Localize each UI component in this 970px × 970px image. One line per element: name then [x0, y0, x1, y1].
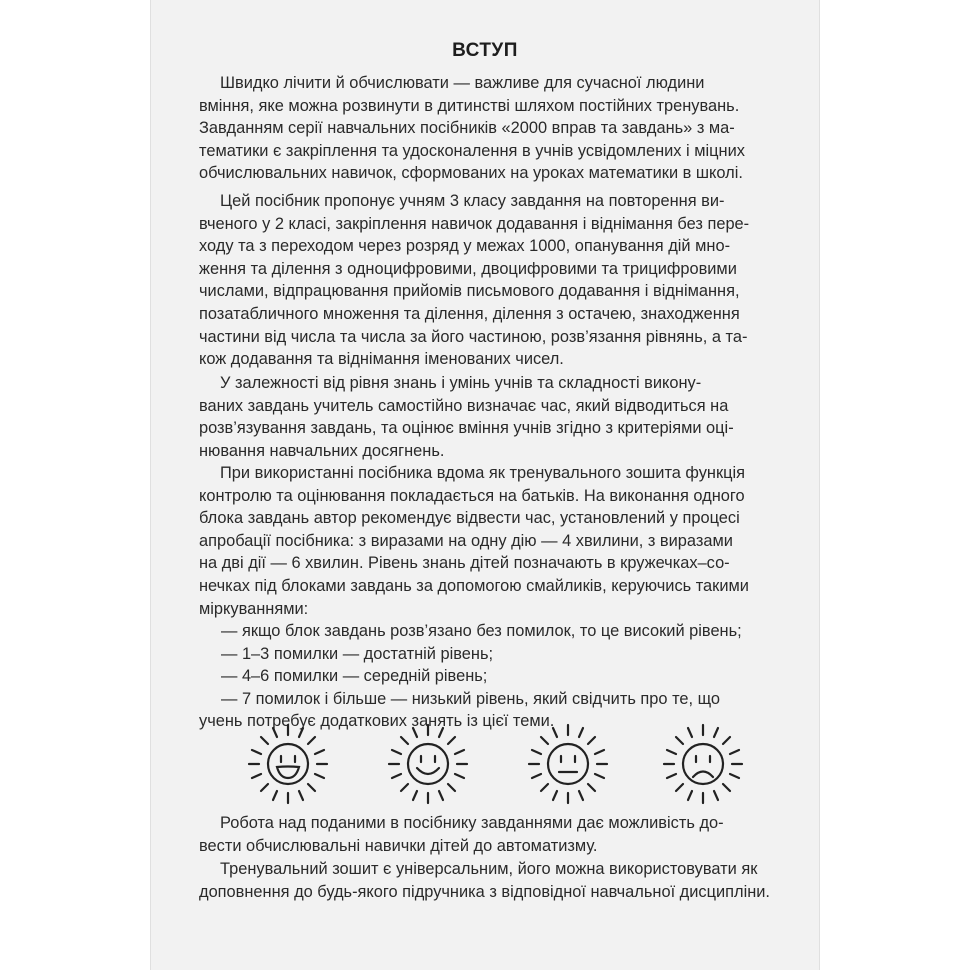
text-line: При використанні посібника вдома як тренувального зошита функція: [220, 464, 746, 482]
text-line: міркуваннями:: [199, 599, 309, 618]
text-line: кож додавання та віднімання іменованих чисел.: [199, 350, 564, 369]
text-line: числами, відпрацювання прийомів письмового додавання і віднімання,: [199, 282, 740, 301]
text-line: контролю та оцінювання покладається на батьків. На виконання одного: [199, 486, 745, 505]
text-line: обчислювальних навичок, сформованих на уроках математики в школі.: [199, 164, 743, 183]
paragraph-6: [199, 858, 802, 903]
text-line: ження та ділення з одноцифровими, двоцифровими та трицифровими: [199, 259, 737, 278]
text-line: Робота над поданими в посібнику завданнями дає можливість до-: [220, 814, 724, 832]
paragraph-4: [199, 462, 802, 620]
text-line: Швидко лічити й обчислювати — важливе для сучасної людини: [220, 74, 705, 92]
text-line: учень потребує додаткових занять із цієї теми.: [199, 712, 555, 730]
paragraph-2: [199, 190, 802, 371]
list-item: — 7 помилок і більше — низький рівень, який свідчить про те, що: [221, 689, 721, 708]
sun-laughing-icon: [246, 722, 330, 806]
page-title: ВСТУП: [452, 40, 518, 61]
text-line: розв’язування завдань, та оцінює вміння учнів згідно з критеріями оці-: [199, 419, 734, 438]
text-line: вченого у 2 класі, закріплення навичок додавання і віднімання без пере-: [199, 214, 750, 233]
sun-neutral-icon: [526, 722, 610, 806]
paragraph-5: [199, 812, 802, 857]
text-line: апробації посібника: з виразами на одну дію — 4 хвилини, з виразами: [199, 531, 733, 550]
list-item: — 1–3 помилки — достатній рівень;: [221, 644, 494, 663]
list-item: — якщо блок завдань розв’язано без помилок, то це високий рівень;: [221, 622, 742, 640]
text-line: нювання навчальних досягнень.: [199, 441, 445, 460]
criteria-list: [221, 620, 811, 710]
text-line: Цей посібник пропонує учням 3 класу завдання на повторення ви-: [220, 192, 725, 210]
text-line: нечках під блоками завдань за допомогою смайликів, керуючись такими: [199, 576, 749, 595]
paragraph-1: [199, 72, 802, 185]
list-item: — 4–6 помилки — середній рівень;: [221, 667, 488, 686]
text-line: доповнення до будь-якого підручника з відповідної навчальної дисципліни.: [199, 882, 770, 901]
smiley-suns-row: [151, 722, 821, 808]
sun-smiling-icon: [386, 722, 470, 806]
text-line: тематики є закріплення та удосконалення в учнів усвідомлених і міцних: [199, 141, 745, 160]
text-line: ваних завдань учитель самостійно визначає час, який відводиться на: [199, 396, 729, 415]
text-line: вміння, яке можна розвинути в дитинстві шляхом постійних тренувань.: [199, 96, 740, 115]
text-line: Тренувальний зошит є універсальним, його можна використовувати як: [220, 860, 758, 878]
text-line: частини від числа та числа за його частиною, розв’язання рівнянь, а та-: [199, 327, 748, 346]
text-line: У залежності від рівня знань і умінь учнів та складності викону-: [220, 374, 702, 392]
sun-sad-icon: [661, 722, 745, 806]
paragraph-3: [199, 372, 802, 462]
text-line: блока завдань автор рекомендує відвести час, установлений у процесі: [199, 509, 740, 528]
text-line: Завданням серії навчальних посібників «2000 вправ та завдань» з ма-: [199, 119, 735, 138]
book-page: [150, 0, 820, 970]
text-line: вести обчислювальні навички дітей до автоматизму.: [199, 836, 598, 855]
text-line: ходу та з переходом через розряд у межах 1000, опанування дій мно-: [199, 237, 731, 256]
text-line: на дві дії — 6 хвилин. Рівень знань дітей позначають в кружечках–со-: [199, 554, 730, 573]
text-line: позатабличного множення та ділення, ділення з остачею, знаходження: [199, 304, 740, 323]
